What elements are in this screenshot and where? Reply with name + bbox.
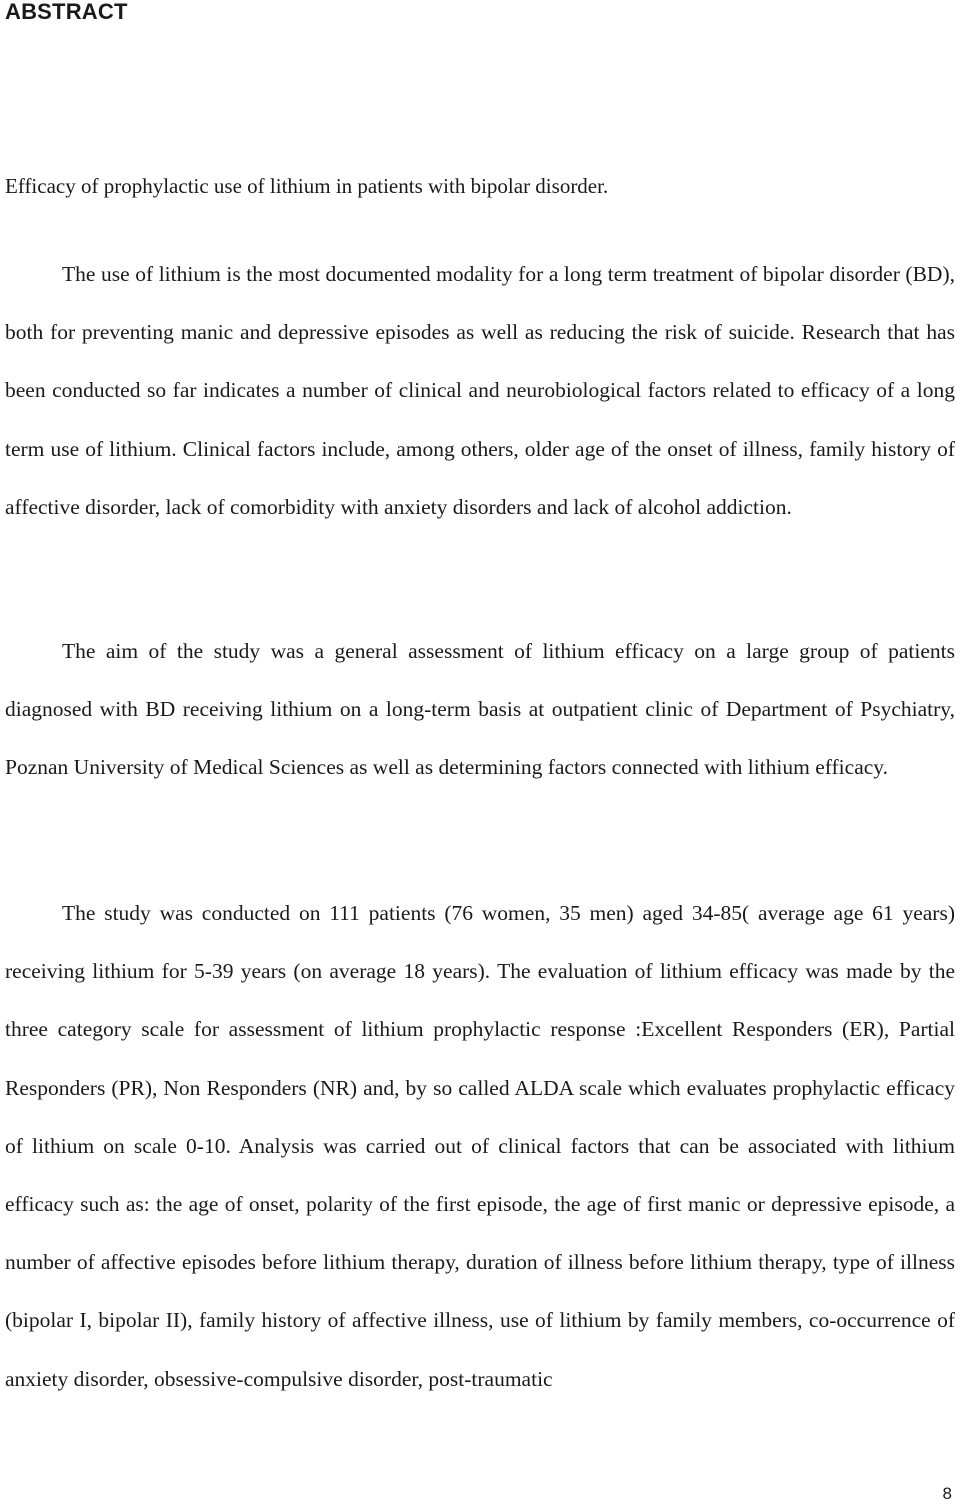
- page-number: 8: [942, 1484, 952, 1503]
- abstract-title: Efficacy of prophylactic use of lithium in patients with bipolar disorder.: [5, 174, 609, 198]
- abstract-heading: ABSTRACT: [5, 0, 128, 24]
- paragraph-methods: The study was conducted on 111 patients (76 women, 35 men) aged 34-85( average age 61 years) receiving lithium for 5-39 years (on average 18 years). The evaluation of lithium efficacy was made by the three category scale for assessment of lithium prophylactic response :Excellent Responders (ER), Partial Responders (PR), Non Responders (NR) and, by so called ALDA scale which evaluates prophylactic efficacy of lithium on scale 0-10. Analysis was carried out of clinical factors that can be associated with lithium efficacy such as: the age of onset, polarity of the first episode, the age of first manic or depressive episode, a number of affective episodes before lithium therapy, duration of illness before lithium therapy, type of illness (bipolar I, bipolar II), family history of affective illness, use of lithium by family members, co-occurrence of anxiety disorder, obsessive-compulsive disorder, post-traumatic: [5, 901, 955, 1391]
- paragraph-aim: The aim of the study was a general assessment of lithium efficacy on a large group of patients diagnosed with BD receiving lithium on a long-term basis at outpatient clinic of Department of Psychiatry, Poznan University of Medical Sciences as well as determining factors connected with lithium efficacy.: [5, 639, 955, 780]
- paragraph-background: The use of lithium is the most documented modality for a long term treatment of bipolar disorder (BD), both for preventing manic and depressive episodes as well as reducing the risk of suicide. Research that has been conducted so far indicates a number of clinical and neurobiological factors related to efficacy of a long term use of lithium. Clinical factors include, among others, older age of the onset of illness, family history of affective disorder, lack of comorbidity with anxiety disorders and lack of alcohol addiction.: [5, 262, 955, 519]
